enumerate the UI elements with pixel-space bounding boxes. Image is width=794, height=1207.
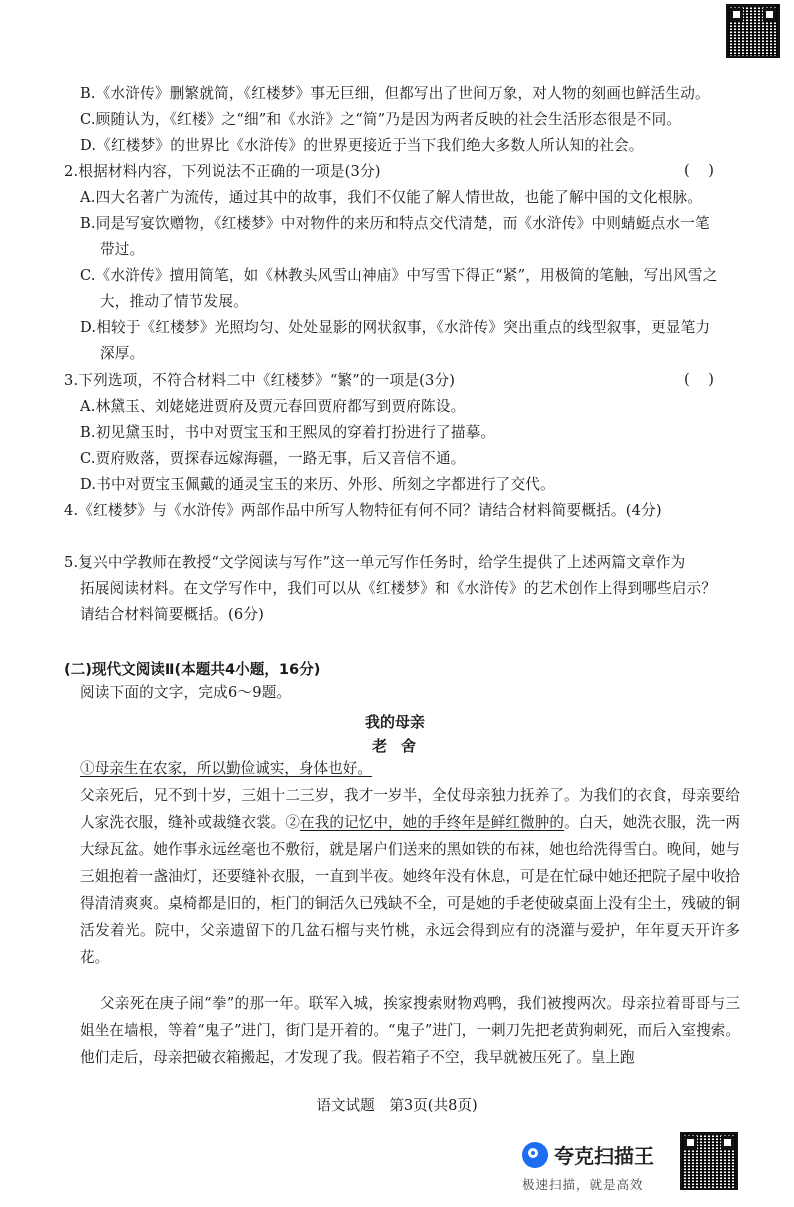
article-author: 老舍 <box>372 737 431 755</box>
q1-option-b: B.《水浒传》删繁就简，《红楼梦》事无巨细，但都写出了世间万象，对人物的刻画也鲜活生动。 <box>80 85 710 102</box>
q4-stem: 4.《红楼梦》与《水浒传》两部作品中所写人物特征有何不同？请结合材料简要概括。(4分) <box>64 502 662 519</box>
q5-line-1: 5.复兴中学教师在教授“文学阅读与写作”这一单元写作任务时，给学生提供了上述两篇文章作为 <box>64 554 686 571</box>
section-heading: (二)现代文阅读Ⅱ(本题共4小题，16分) <box>64 661 321 678</box>
page-footer: 语文试题 第3页(共8页) <box>316 1097 478 1114</box>
q2-option-b: B.同是写宴饮赠物，《红楼梦》中对物件的来历和特点交代清楚，而《水浒传》中则蜻蜓点水一笔 <box>80 215 710 232</box>
paragraph-3-text: 父亲死在庚子闹“拳”的那一年。联军入城，挨家搜索财物鸡鸭，我们被搜两次。母亲拉着哥哥与三姐坐在墙根，等着“鬼子”进门，街门是开着的。“鬼子”进门，一刺刀先把老黄狗刺死，而后入室搜索。他们走后，母亲把破衣箱搬起，才发现了我。假若箱子不空，我早就被压死了。皇上跑 <box>80 995 740 1066</box>
q2-option-c-cont: 大，推动了情节发展。 <box>100 293 248 310</box>
q5-line-2: 拓展阅读材料。在文学写作中，我们可以从《红楼梦》和《水浒传》的艺术创作上得到哪些启示？ <box>80 580 717 597</box>
q3-answer-blank: ( ) <box>684 371 714 388</box>
reading-instruction: 阅读下面的文字，完成6～9题。 <box>80 684 292 701</box>
q2-option-d: D.相较于《红楼梦》光照均匀、处处显影的网状叙事，《水浒传》突出重点的线型叙事，更显笔力 <box>80 319 711 336</box>
q2-answer-blank: ( ) <box>684 162 714 179</box>
paragraph-2 <box>80 782 740 971</box>
q2-option-a: A.四大名著广为流传，通过其中的故事，我们不仅能了解人情世故，也能了解中国的文化根脉。 <box>80 189 703 206</box>
scanner-brand <box>522 1140 654 1169</box>
qr-code-icon <box>726 4 780 58</box>
q5-line-3: 请结合材料简要概括。(6分) <box>80 606 265 623</box>
q3-option-a: A.林黛玉、刘姥姥进贾府及贾元春回贾府都写到贾府陈设。 <box>80 398 466 415</box>
scanner-logo-icon <box>522 1142 548 1168</box>
q3-option-d: D.书中对贾宝玉佩戴的通灵宝玉的来历、外形、所刻之字都进行了交代。 <box>80 476 555 493</box>
scanner-slogan: 极速扫描，就是高效 <box>522 1177 644 1192</box>
paragraph-1 <box>80 757 740 781</box>
paragraph-1-text: ①母亲生在农家，所以勤俭诚实，身体也好。 <box>80 760 372 777</box>
scanner-brand-name: 夸克扫描王 <box>554 1144 654 1168</box>
qr-code-icon <box>680 1132 738 1190</box>
q2-option-d-cont: 深厚。 <box>100 345 145 362</box>
q1-option-d: D.《红楼梦》的世界比《水浒传》的世界更接近于当下我们绝大多数人所认知的社会。 <box>80 137 644 154</box>
q2-option-c: C.《水浒传》擅用简笔，如《林教头风雪山神庙》中写雪下得正“紧”，用极简的笔触，写出风雪之 <box>80 267 718 284</box>
q2-option-b-cont: 带过。 <box>100 241 145 258</box>
q1-option-c: C.顾随认为，《红楼》之“细”和《水浒》之“简”乃是因为两者反映的社会生活形态很是不同。 <box>80 111 682 128</box>
paragraph-2-post: 。白天，她洗衣服，洗一两大绿瓦盆。她作事永远丝毫也不敷衍，就是屠户们送来的黑如铁的布袜，她也给洗得雪白。晚间，她与三姐抱着一盏油灯，还要缝补衣服，一直到半夜。她终年没有休息，可是在忙碌中她还把院子屋中收拾得清清爽爽。桌椅都是旧的，柜门的铜活久已残缺不全，可是她的手老使破桌面上没有尘土，残破的铜活发着光。院中，父亲遗留下的几盆石榴与夹竹桃，永远会得到应有的浇灌与爱护，年年夏天开许多花。 <box>80 814 740 966</box>
q3-option-b: B.初见黛玉时，书中对贾宝玉和王熙凤的穿着打扮进行了描摹。 <box>80 424 496 441</box>
paragraph-3 <box>80 990 740 1071</box>
paragraph-2-pre: 父亲死后，兄不到十岁，三姐十二三岁，我才一岁半，全仗母亲独力抚养了。为我们的衣食，母亲要给人家洗衣服，缝补或裁缝衣裳。② <box>80 787 740 831</box>
article-title: 我的母亲 <box>365 713 426 731</box>
q3-option-c: C.贾府败落，贾探春远嫁海疆，一路无事，后又音信不通。 <box>80 450 466 467</box>
q3-stem: 3.下列选项，不符合材料二中《红楼梦》“繁”的一项是(3分) <box>64 372 456 389</box>
paragraph-2-underline: 在我的记忆中，她的手终年是鲜红微肿的 <box>300 814 565 831</box>
q2-stem: 2.根据材料内容，下列说法不正确的一项是(3分) <box>64 163 381 180</box>
